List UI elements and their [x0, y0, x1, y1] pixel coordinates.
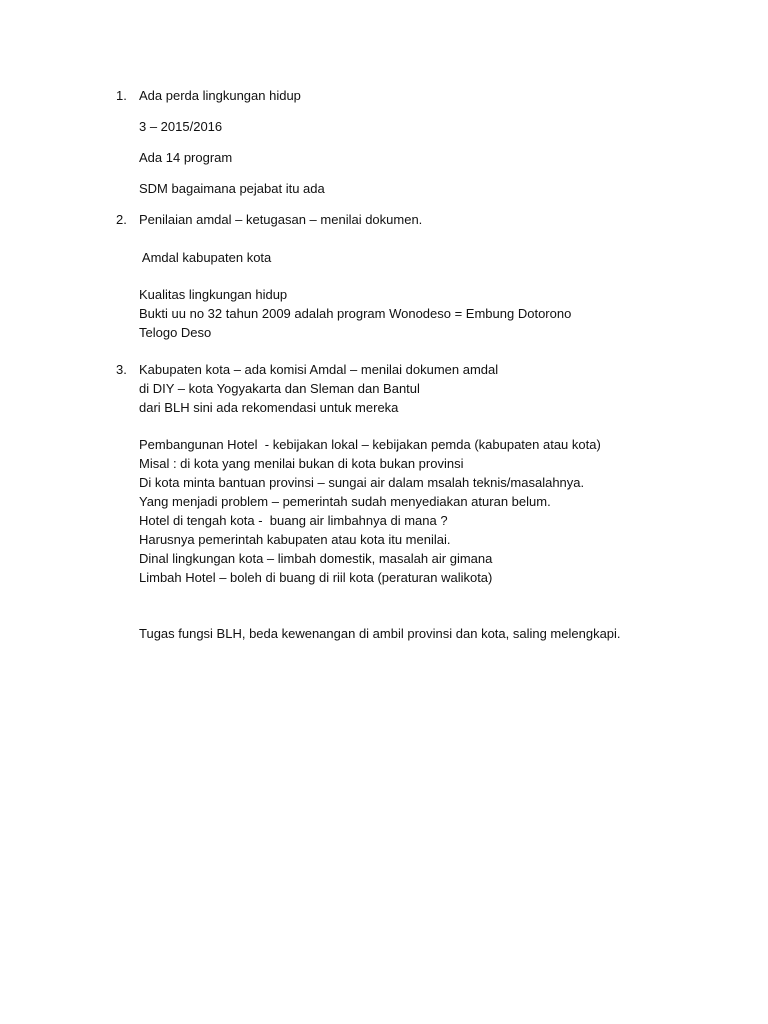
- item-1-line-4: SDM bagaimana pejabat itu ada: [139, 181, 325, 196]
- list-number-1: 1.: [116, 88, 127, 103]
- item-1-line-1: Ada perda lingkungan hidup: [139, 88, 301, 103]
- item-3-line-5: Misal : di kota yang menilai bukan di kota bukan provinsi: [139, 456, 464, 471]
- item-2-line-5: Telogo Deso: [139, 325, 212, 340]
- item-1-line-3: Ada 14 program: [139, 150, 233, 165]
- item-2-line-4: Bukti uu no 32 tahun 2009 adalah program Wonodeso = Embung Dotorono: [139, 306, 572, 321]
- item-3-line-4: Pembangunan Hotel - kebijakan lokal – kebijakan pemda (kabupaten atau kota): [139, 437, 601, 452]
- list-number-2: 2.: [116, 212, 127, 227]
- list-number-3: 3.: [116, 362, 127, 377]
- item-3-line-10: Dinal lingkungan kota – limbah domestik, masalah air gimana: [139, 551, 493, 566]
- item-3-line-7: Yang menjadi problem – pemerintah sudah menyediakan aturan belum.: [139, 494, 551, 509]
- item-3-line-6: Di kota minta bantuan provinsi – sungai air dalam msalah teknis/masalahnya.: [139, 475, 585, 490]
- item-3-line-1: Kabupaten kota – ada komisi Amdal – menilai dokumen amdal: [139, 362, 499, 377]
- item-3-line-11: Limbah Hotel – boleh di buang di riil kota (peraturan walikota): [139, 570, 493, 585]
- item-2-line-3: Kualitas lingkungan hidup: [139, 287, 288, 302]
- item-1-line-2: 3 – 2015/2016: [139, 119, 223, 134]
- item-3-line-8: Hotel di tengah kota - buang air limbahnya di mana ?: [139, 513, 448, 528]
- item-3-line-9: Harusnya pemerintah kabupaten atau kota itu menilai.: [139, 532, 451, 547]
- item-3-line-2: di DIY – kota Yogyakarta dan Sleman dan Bantul: [139, 381, 420, 396]
- item-2-line-1: Penilaian amdal – ketugasan – menilai dokumen.: [139, 212, 423, 227]
- item-3-line-3: dari BLH sini ada rekomendasi untuk mereka: [139, 400, 399, 415]
- item-3-line-12: Tugas fungsi BLH, beda kewenangan di ambil provinsi dan kota, saling melengkapi.: [139, 626, 621, 641]
- item-2-line-2: Amdal kabupaten kota: [139, 250, 272, 265]
